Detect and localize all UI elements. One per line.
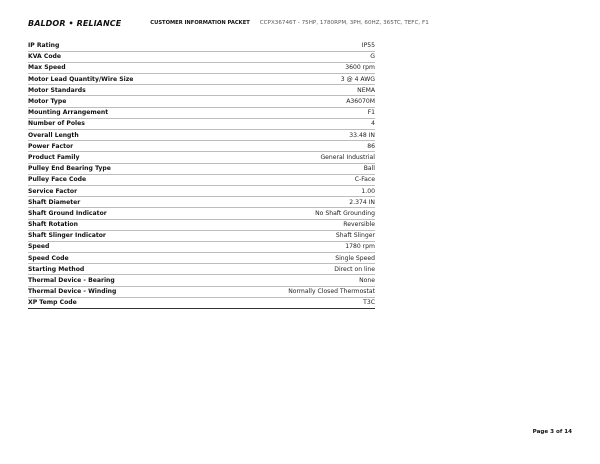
spec-value: Reversible bbox=[218, 219, 375, 230]
brand-logo: BALDOR • RELIANCE bbox=[28, 18, 122, 28]
spec-value: General Industrial bbox=[218, 152, 375, 163]
spec-value: 2.374 IN bbox=[218, 197, 375, 208]
spec-row bbox=[28, 253, 375, 264]
spec-value: None bbox=[218, 275, 375, 286]
spec-row bbox=[28, 297, 375, 308]
spec-label: XP Temp Code bbox=[28, 297, 218, 308]
spec-value: G bbox=[218, 51, 375, 62]
spec-label: Shaft Diameter bbox=[28, 197, 218, 208]
spec-label: Speed bbox=[28, 241, 218, 252]
spec-value: IP55 bbox=[218, 40, 375, 51]
spec-label: Shaft Rotation bbox=[28, 219, 218, 230]
spec-value: C-Face bbox=[218, 174, 375, 185]
spec-label: Starting Method bbox=[28, 264, 218, 275]
spec-row bbox=[28, 208, 375, 219]
spec-value: T3C bbox=[218, 297, 375, 308]
spec-label: Overall Length bbox=[28, 130, 218, 141]
spec-value: F1 bbox=[218, 107, 375, 118]
spec-label: KVA Code bbox=[28, 51, 218, 62]
spec-label: Power Factor bbox=[28, 141, 218, 152]
spec-value: 33.48 IN bbox=[218, 130, 375, 141]
spec-value: No Shaft Grounding bbox=[218, 208, 375, 219]
spec-label: Shaft Ground Indicator bbox=[28, 208, 218, 219]
spec-value: 3 @ 4 AWG bbox=[218, 74, 375, 85]
spec-label: Motor Standards bbox=[28, 85, 218, 96]
spec-row bbox=[28, 197, 375, 208]
spec-table bbox=[28, 40, 375, 309]
spec-value: 3600 rpm bbox=[218, 62, 375, 73]
spec-label: Pulley Face Code bbox=[28, 174, 218, 185]
spec-label: Thermal Device - Bearing bbox=[28, 275, 218, 286]
spec-row bbox=[28, 141, 375, 152]
spec-value: Direct on line bbox=[218, 264, 375, 275]
spec-row bbox=[28, 51, 375, 62]
spec-value: 1780 rpm bbox=[218, 241, 375, 252]
spec-row bbox=[28, 62, 375, 73]
spec-row bbox=[28, 174, 375, 185]
spec-row bbox=[28, 40, 375, 51]
spec-row bbox=[28, 286, 375, 297]
spec-row bbox=[28, 152, 375, 163]
spec-row bbox=[28, 241, 375, 252]
spec-value: 86 bbox=[218, 141, 375, 152]
spec-row bbox=[28, 96, 375, 107]
spec-value: Normally Closed Thermostat bbox=[218, 286, 375, 297]
spec-row bbox=[28, 118, 375, 129]
spec-label: Pulley End Bearing Type bbox=[28, 163, 218, 174]
spec-row bbox=[28, 230, 375, 241]
spec-value: A36070M bbox=[218, 96, 375, 107]
packet-description: CCPX36746T - 75HP, 1780RPM, 3PH, 60HZ, 365TC, TEFC, F1 bbox=[259, 20, 429, 26]
spec-label: Speed Code bbox=[28, 253, 218, 264]
spec-label: Thermal Device - Winding bbox=[28, 286, 218, 297]
spec-row bbox=[28, 163, 375, 174]
spec-label: Number of Poles bbox=[28, 118, 218, 129]
spec-value: 4 bbox=[218, 118, 375, 129]
spec-row bbox=[28, 185, 375, 196]
spec-label: Service Factor bbox=[28, 185, 218, 196]
spec-value: NEMA bbox=[218, 85, 375, 96]
spec-value: 1.00 bbox=[218, 185, 375, 196]
spec-row bbox=[28, 107, 375, 118]
page-number: Page 3 of 14 bbox=[532, 429, 572, 435]
spec-label: Motor Type bbox=[28, 96, 218, 107]
packet-title: CUSTOMER INFORMATION PACKET bbox=[150, 20, 250, 26]
spec-row bbox=[28, 264, 375, 275]
document-header bbox=[28, 17, 429, 29]
spec-value: Ball bbox=[218, 163, 375, 174]
spec-row bbox=[28, 130, 375, 141]
spec-value: Single Speed bbox=[218, 253, 375, 264]
spec-label: Shaft Slinger Indicator bbox=[28, 230, 218, 241]
spec-label: Max Speed bbox=[28, 62, 218, 73]
spec-row bbox=[28, 275, 375, 286]
spec-label: IP Rating bbox=[28, 40, 218, 51]
spec-table-body bbox=[28, 40, 375, 309]
spec-row bbox=[28, 85, 375, 96]
spec-label: Motor Lead Quantity/Wire Size bbox=[28, 74, 218, 85]
spec-label: Mounting Arrangement bbox=[28, 107, 218, 118]
spec-value: Shaft Slinger bbox=[218, 230, 375, 241]
spec-row bbox=[28, 74, 375, 85]
spec-row bbox=[28, 219, 375, 230]
spec-label: Product Family bbox=[28, 152, 218, 163]
